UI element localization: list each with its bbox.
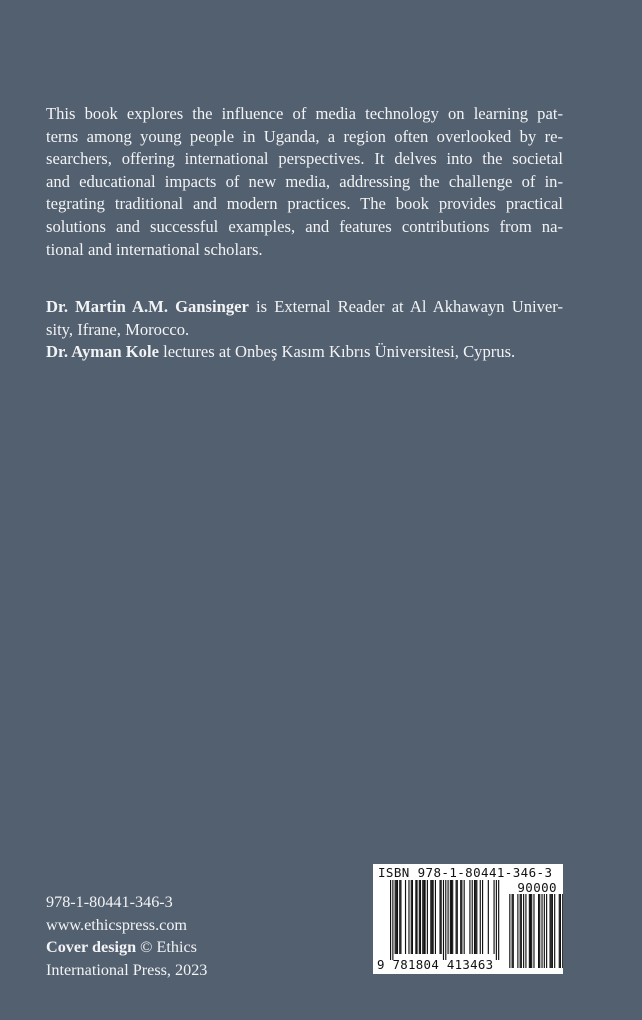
barcode-addon-bar: [562, 894, 563, 968]
barcode-bar: [435, 880, 436, 954]
barcode-bar: [448, 880, 449, 954]
barcode-bar: [419, 880, 420, 954]
barcode-isbn-label: ISBN 978-1-80441-346-3: [378, 865, 553, 880]
book-description: [46, 103, 563, 261]
barcode-bar: [496, 880, 497, 960]
barcode-addon-bar: [544, 894, 545, 968]
barcode-bar: [482, 880, 483, 954]
isbn-barcode: [373, 864, 563, 974]
barcode-bar: [445, 880, 446, 960]
barcode-bar: [400, 880, 401, 954]
barcode-bar: [441, 880, 442, 954]
barcode-bar: [392, 880, 393, 960]
barcode-addon-bar: [560, 894, 561, 968]
barcode-addon-bar: [521, 894, 522, 968]
barcode-bar: [450, 880, 451, 954]
barcode-bar: [452, 880, 453, 954]
barcode-bar: [411, 880, 412, 954]
barcode-bar: [464, 880, 465, 954]
barcode-bar: [451, 880, 452, 954]
barcode-addon-bar: [538, 894, 539, 968]
author-name: Dr. Ayman Kole: [46, 342, 159, 362]
blurb-line: tional and international scholars.: [46, 239, 263, 259]
barcode-bar: [460, 880, 461, 954]
barcode-addon-bar: [512, 894, 513, 968]
barcode-bar: [494, 880, 495, 954]
cover-credit-publisher: International Press, 2023: [46, 960, 208, 979]
author-bio-kole: [46, 341, 563, 364]
author-bio-continuation: [46, 319, 563, 342]
barcode-bar: [395, 880, 396, 954]
author-name: Dr. Martin A.M. Gansinger: [46, 297, 249, 316]
barcode-bar: [423, 880, 424, 954]
barcode-bar: [408, 880, 409, 954]
blurb-line: This book explores the influence of media technology on learning pat-: [46, 104, 563, 123]
barcode-bar: [415, 880, 416, 954]
blurb-line: and educational impacts of new media, addressing the challenge of in-: [46, 171, 563, 191]
barcode-addon-bar: [546, 894, 547, 968]
barcode-addon-bar: [513, 894, 514, 968]
barcode-addon-bar: [523, 894, 524, 968]
barcode-digits: 9 781804 413463: [377, 957, 494, 972]
barcode-addon-bar: [525, 894, 526, 968]
barcode-bar: [439, 880, 440, 954]
barcode-bar: [427, 880, 428, 954]
cover-credit-text: © Ethics: [136, 938, 197, 957]
publisher-footer: [46, 891, 306, 981]
barcode-addon-bar: [533, 894, 534, 968]
barcode-bar: [461, 880, 462, 954]
barcode-addon-bar: [520, 894, 521, 968]
barcode-addon-bar: [541, 894, 542, 968]
barcode-bar: [405, 880, 406, 954]
barcode-bar: [399, 880, 400, 954]
blurb-line: searchers, offering international perspectives. It delves into the societal: [46, 149, 563, 169]
barcode-bar: [425, 880, 426, 954]
barcode-addon-bar: [550, 894, 551, 968]
barcode-bar: [456, 880, 457, 954]
barcode-bar: [396, 880, 397, 954]
author-bio-gansinger: [46, 296, 563, 319]
barcode-bar: [422, 880, 423, 954]
barcode-addon-bar: [559, 894, 560, 968]
barcode-bar: [430, 880, 431, 954]
barcode-bar: [469, 880, 470, 954]
barcode-addon-bar: [539, 894, 540, 968]
barcode-addon-bar: [529, 894, 530, 968]
barcode-bar: [443, 880, 444, 960]
barcode-bar: [474, 880, 475, 954]
author-bio-text: lectures at Onbeş Kasım Kıbrıs Üniversitesi, Cyprus.: [158, 342, 516, 362]
barcode-bar: [498, 880, 499, 960]
publisher-website[interactable]: www.ethicspress.com: [46, 915, 188, 934]
barcode-price-code: 90000: [517, 880, 557, 895]
barcode-bar: [488, 880, 489, 954]
barcode-addon-bar: [551, 894, 552, 968]
barcode-bar: [397, 880, 398, 954]
blurb-line: tegrating traditional and modern practices. The book provides practical: [46, 194, 563, 214]
barcode-addon-bar: [531, 894, 532, 968]
barcode-bar: [431, 880, 432, 954]
barcode-bar: [472, 880, 473, 954]
barcode-bar: [457, 880, 458, 954]
author-bio-text: sity, Ifrane, Morocco.: [46, 319, 190, 339]
barcode-addon-bar: [530, 894, 531, 968]
author-bio-text: is External Reader at Al Akhawayn Univer-: [248, 297, 564, 316]
barcode-addon-bar: [554, 894, 555, 968]
cover-credit: [46, 936, 306, 959]
blurb-line: solutions and successful examples, and features contributions from na-: [46, 216, 563, 236]
barcode-addon-bar: [517, 894, 518, 968]
barcode-bar: [475, 880, 476, 954]
barcode-addon-bar: [509, 894, 510, 968]
barcode-bar: [433, 880, 434, 954]
isbn-text: 978-1-80441-346-3: [46, 893, 173, 911]
barcode-bar: [390, 880, 391, 960]
cover-design-label: Cover design: [46, 938, 137, 957]
barcode-bar: [416, 880, 417, 954]
barcode-bar: [476, 880, 477, 954]
barcode-bar: [412, 880, 413, 954]
blurb-line: terns among young people in Uganda, a region often overlooked by re-: [46, 126, 563, 146]
barcode-addon-bar: [552, 894, 553, 968]
barcode-bar: [480, 880, 481, 954]
barcode-bar: [420, 880, 421, 954]
author-bios: [46, 296, 563, 364]
